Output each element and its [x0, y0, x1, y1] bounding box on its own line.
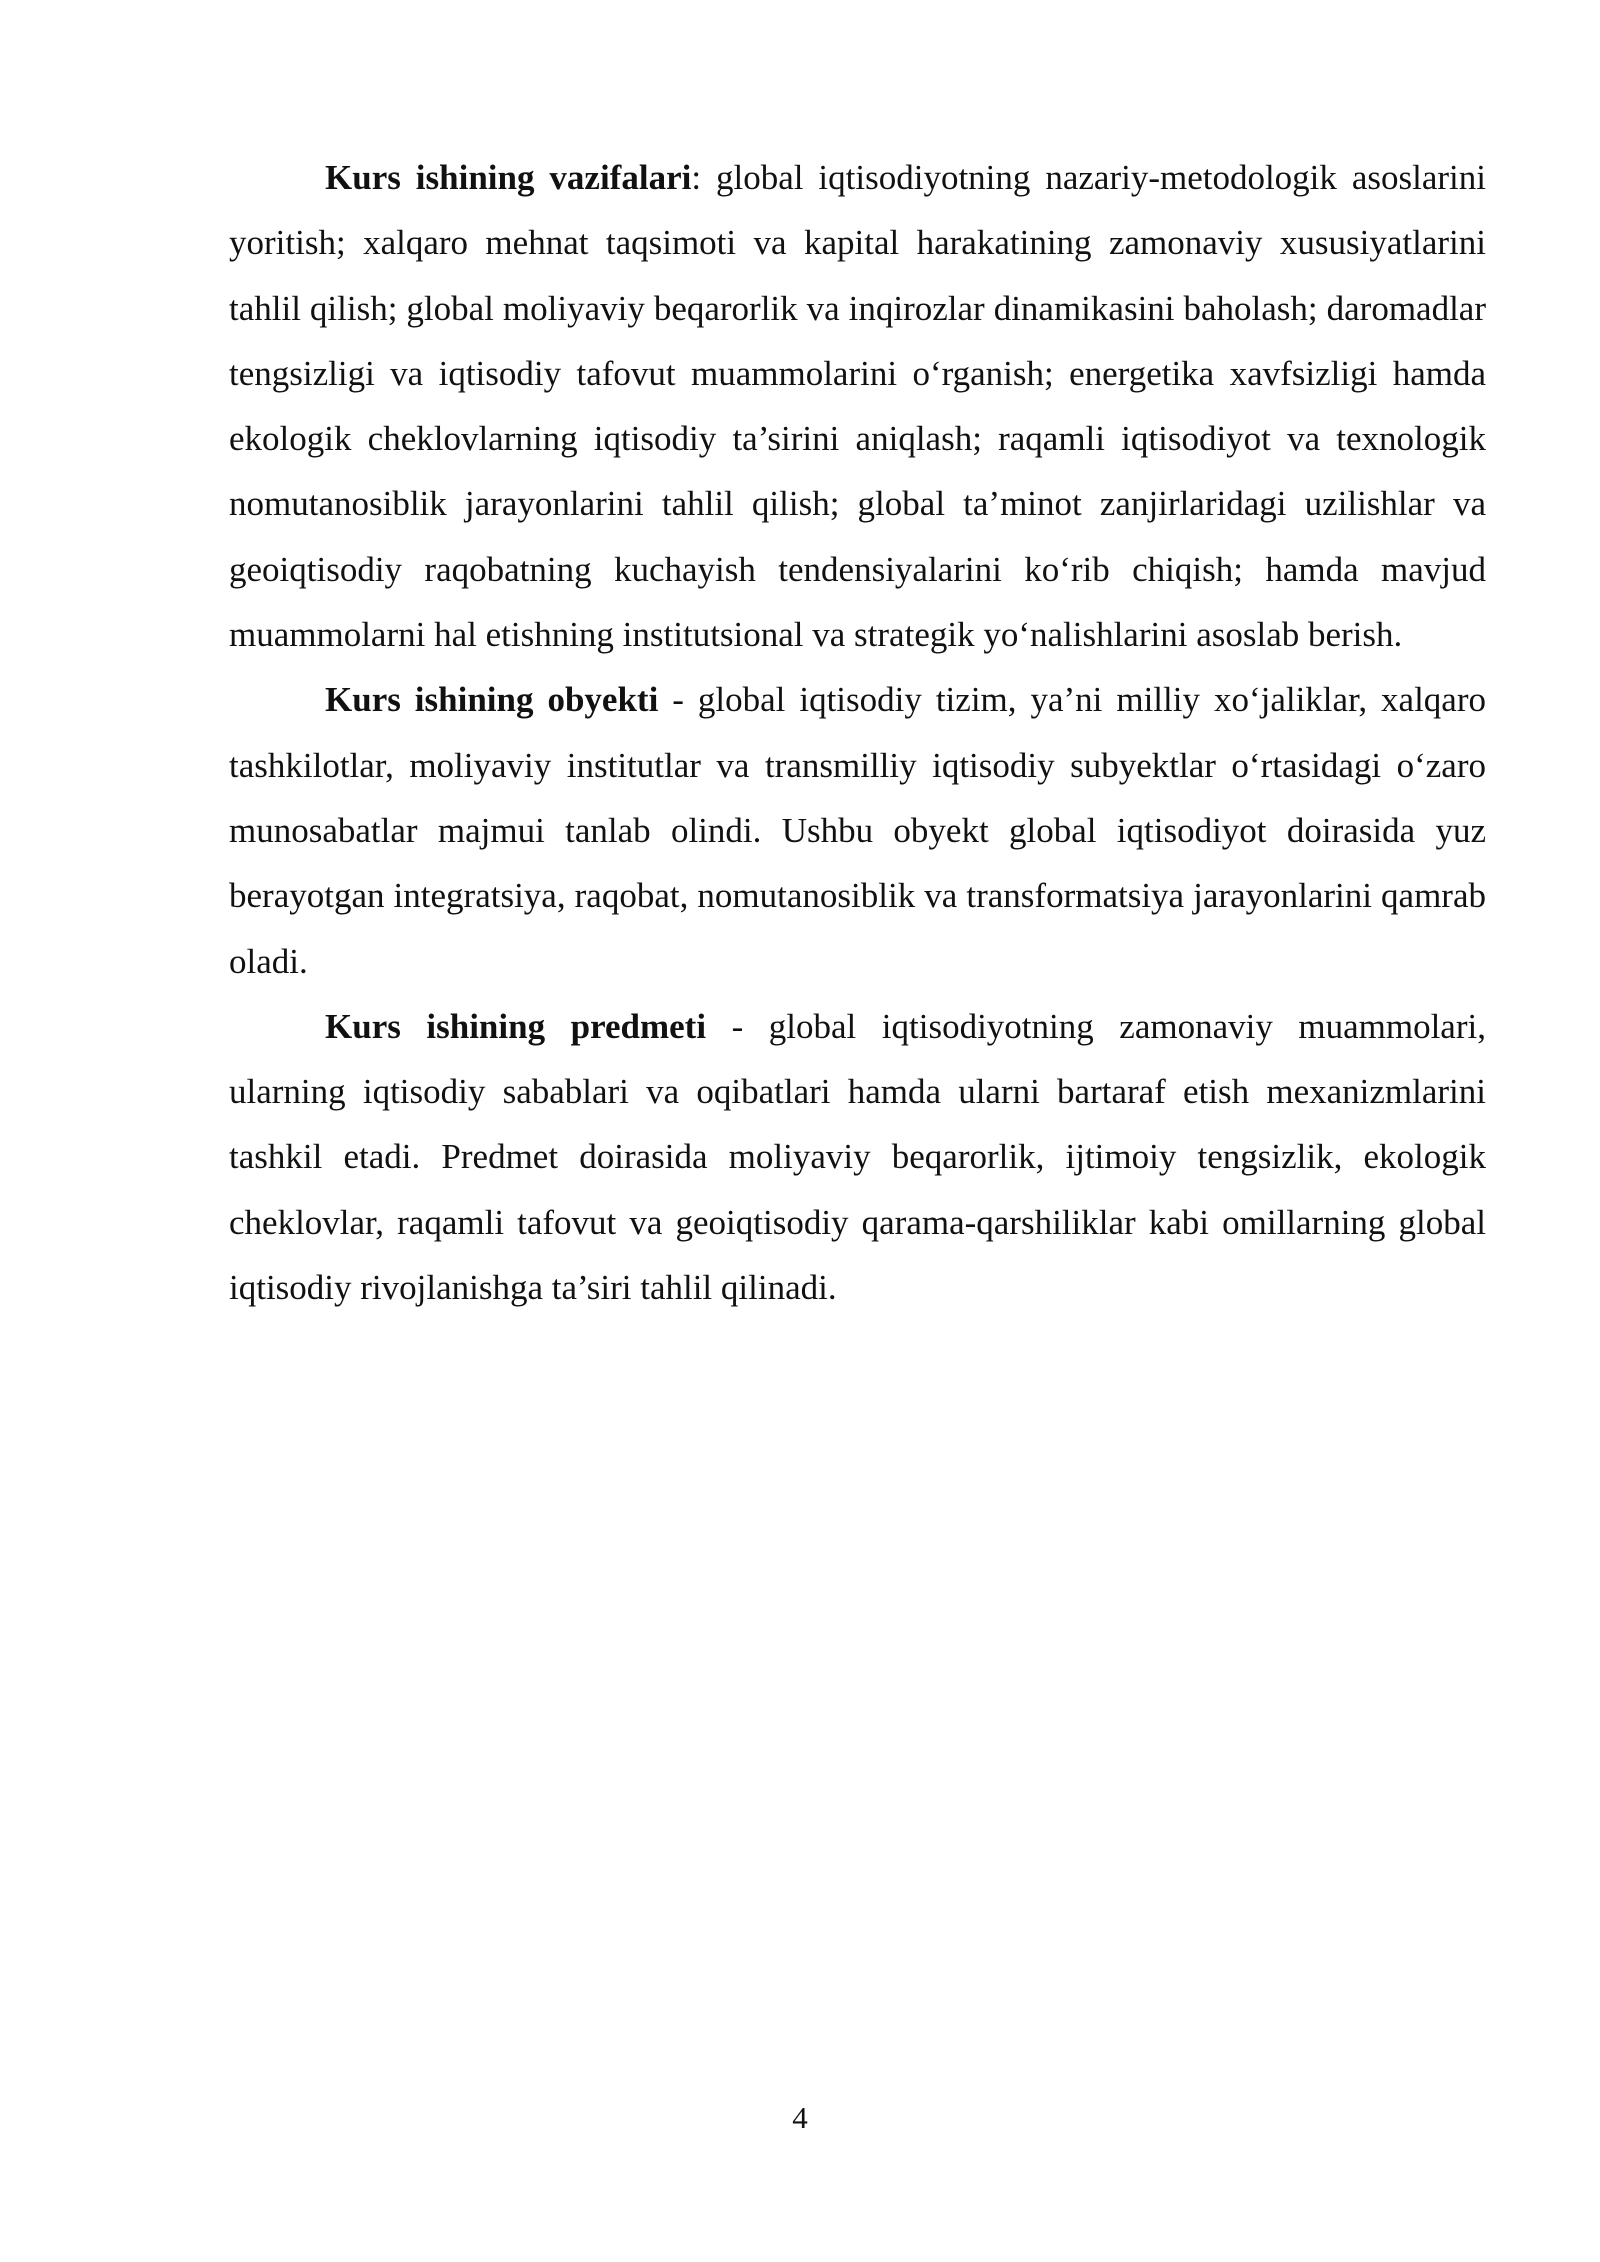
- paragraph-text-object: - global iqtisodiy tizim, ya’ni milliy xo‘jaliklar, xalqaro tashkilotlar, moliyaviy institutlar va transmilliy iqtisodiy subyektlar o‘rtasidagi o‘zaro munosabatlar majmui tanlab olindi. Ushbu obyekt global iqtisodiyot doirasida yuz berayotgan integratsiya, raqobat, nomutanosiblik va transformatsiya jarayonlarini qamrab oladi.: [229, 680, 1486, 981]
- paragraph-text-tasks: : global iqtisodiyotning nazariy-metodologik asoslarini yoritish; xalqaro mehnat taqsimoti va kapital harakatining zamonaviy xususiyatlarini tahlil qilish; global moliyaviy beqarorlik va inqirozlar dinamikasini baholash; daromadlar tengsizligi va iqtisodiy tafovut muammolarini o‘rganish; energetika xavfsizligi hamda ekologik cheklovlarning iqtisodiy ta’sirini aniqlash; raqamli iqtisodiyot va texnologik nomutanosiblik jarayonlarini tahlil qilish; global ta’minot zanjirlaridagi uzilishlar va geoiqtisodiy raqobatning kuchayish tendensiyalarini ko‘rib chiqish; hamda mavjud muammolarni hal etishning institutsional va strategik yo‘nalishlarini asoslab berish.: [229, 158, 1486, 655]
- page-number: 4: [792, 2100, 808, 2135]
- paragraph-heading-object: Kurs ishining obyekti: [325, 680, 659, 720]
- body-text: [229, 145, 1486, 1320]
- paragraph-heading-subject: Kurs ishining predmeti: [325, 1006, 707, 1046]
- paragraph-tasks: [229, 145, 1486, 667]
- paragraph-object: [229, 667, 1486, 993]
- paragraph-text-subject: - global iqtisodiyotning zamonaviy muammolari, ularning iqtisodiy sabablari va oqibatlari hamda ularni bartaraf etish mexanizmlarini tashkil etadi. Predmet doirasida moliyaviy beqarorlik, ijtimoiy tengsizlik, ekologik cheklovlar, raqamli tafovut va geoiqtisodiy qarama-qarshiliklar kabi omillarning global iqtisodiy rivojlanishga ta’siri tahlil qilinadi.: [229, 1006, 1486, 1308]
- paragraph-subject: [229, 994, 1486, 1320]
- paragraph-heading-tasks: Kurs ishining vazifalari: [325, 158, 692, 197]
